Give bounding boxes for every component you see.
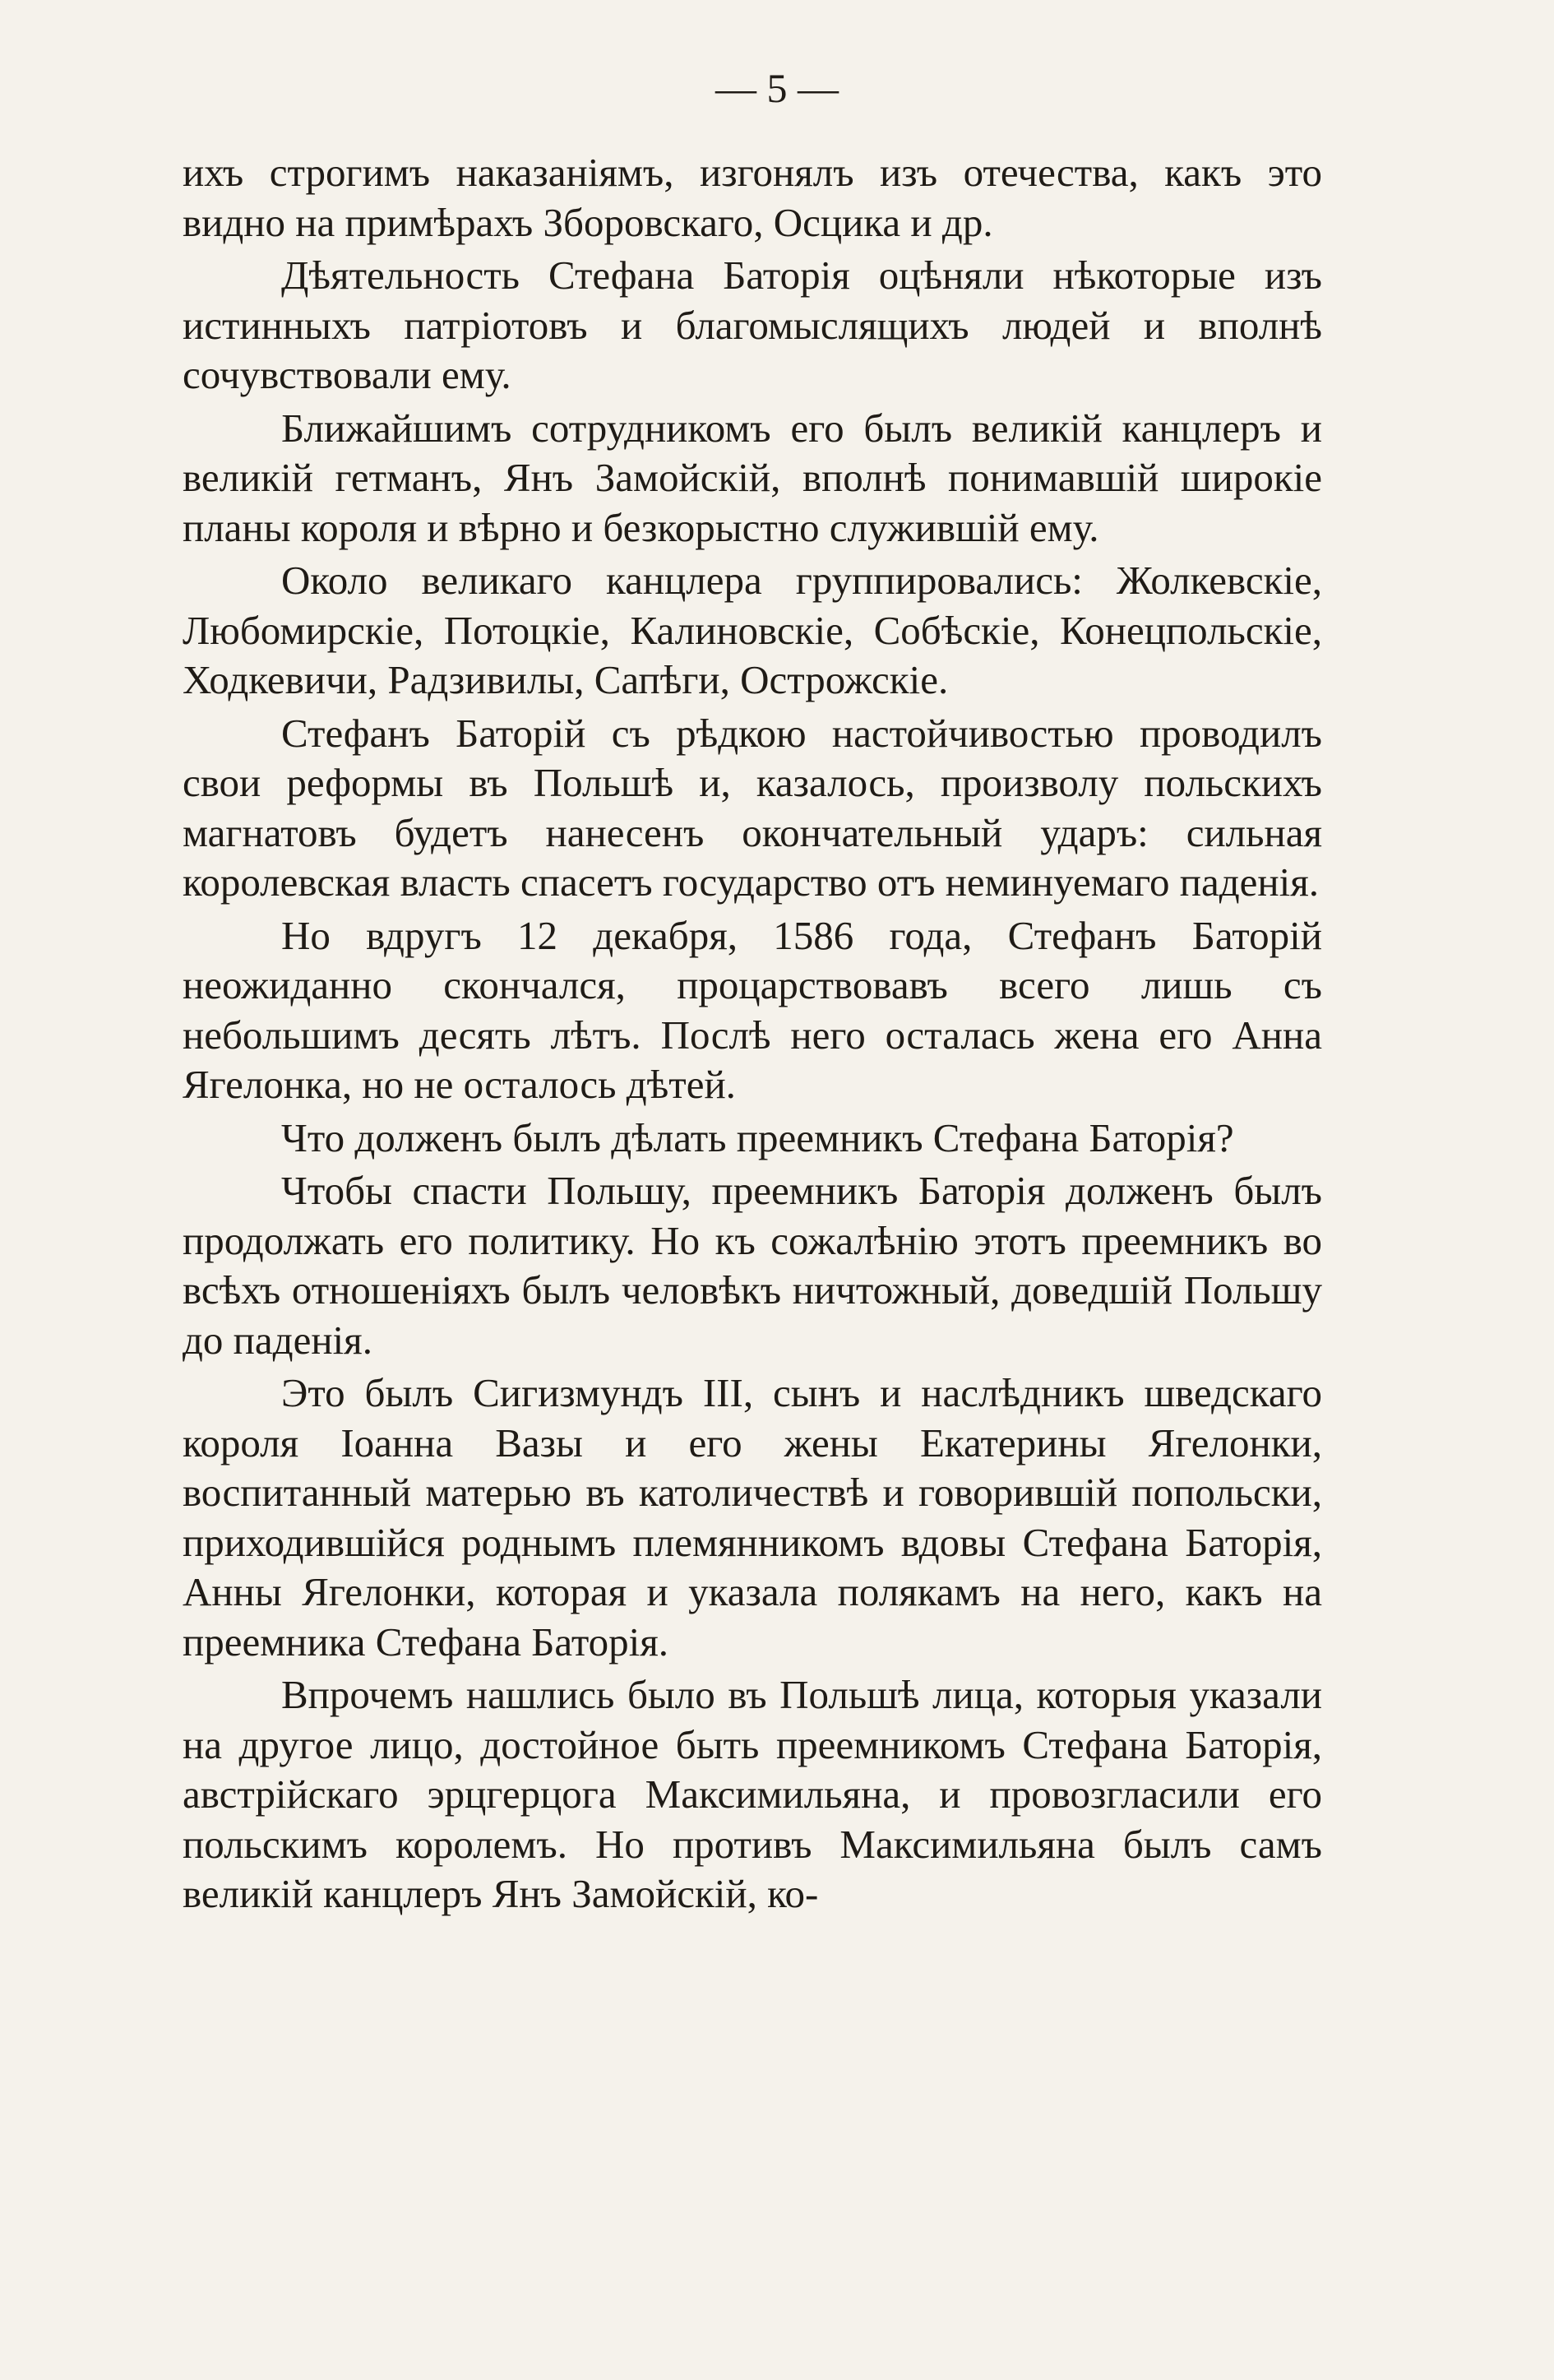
- paragraph: Стефанъ Баторій съ рѣдкою настойчивостью проводилъ свои реформы въ Польшѣ и, казалось, произволу польскихъ магнатовъ будетъ нанесенъ окончательный ударъ: сильная королевская власть спасетъ государство отъ неминуемаго паденія.: [183, 710, 1322, 905]
- paragraph: Около великаго канцлера группировались: Жолкевскіе, Любомирскіе, Потоцкіе, Калиновскіе, Собѣскіе, Конецпольскіе, Ходкевичи, Радзивилы, Сапѣги, Острожскіе.: [183, 558, 1322, 702]
- paragraph: Впрочемъ нашлись было въ Польшѣ лица, которыя указали на другое лицо, достойное быть преемникомъ Стефана Баторія, австрійскаго эрцгерцога Максимильяна, и провозгласили его польскимъ королемъ. Но противъ Максимильяна былъ самъ великій канцлеръ Янъ Замойскій, ко-: [183, 1672, 1322, 1916]
- paragraph: Но вдругъ 12 декабря, 1586 года, Стефанъ Баторій неожиданно скончался, процарствовавъ всего лишь съ небольшимъ десять лѣтъ. Послѣ него осталась жена его Анна Ягелонка, но не осталось дѣтей.: [183, 912, 1322, 1107]
- paragraph: Ближайшимъ сотрудникомъ его былъ великій канцлеръ и великій гетманъ, Янъ Замойскій, вполнѣ понимавшій широкіе планы короля и вѣрно и безкорыстно служившій ему.: [183, 405, 1322, 550]
- paragraph: Это былъ Сигизмундъ III, сынъ и наслѣдникъ шведскаго короля Іоанна Вазы и его жены Екатерины Ягелонки, воспитанный матерью въ католичествѣ и говорившій попольски, приходившійся роднымъ племянникомъ вдовы Стефана Баторія, Анны Ягелонки, которая и указала полякамъ на него, какъ на преемника Стефана Баторія.: [183, 1370, 1322, 1665]
- body-text: [183, 148, 1322, 1923]
- paragraph: ихъ строгимъ наказаніямъ, изгонялъ изъ отечества, какъ это видно на примѣрахъ Зборовскаго, Осцика и др.: [183, 150, 1322, 245]
- paragraph: Чтобы спасти Польшу, преемникъ Баторія долженъ былъ продолжать его политику. Но къ сожалѣнію этотъ преемникъ во всѣхъ отношеніяхъ былъ человѣкъ ничтожный, доведшій Польшу до паденія.: [183, 1168, 1322, 1363]
- paragraph: Что долженъ былъ дѣлать преемникъ Стефана Баторія?: [281, 1114, 1234, 1160]
- page-number: — 5 —: [715, 65, 839, 111]
- paragraph: Дѣятельность Стефана Баторія оцѣняли нѣкоторые изъ истинныхъ патріотовъ и благомыслящихъ людей и вполнѣ сочувствовали ему.: [183, 252, 1322, 397]
